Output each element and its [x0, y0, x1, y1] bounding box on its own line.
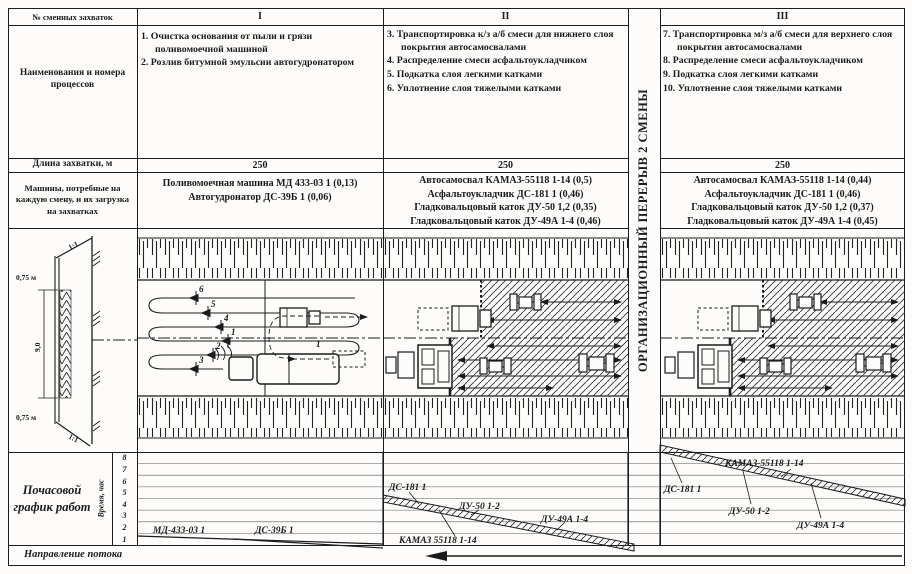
- sprinkler-truck-icon: [215, 345, 339, 384]
- schedule-axis-label: Время, час: [96, 479, 106, 518]
- schedule-axis-label-wrap: [90, 452, 112, 545]
- schedule-label: ДУ-50 1-2: [729, 507, 770, 517]
- pass-number: 4: [224, 313, 229, 323]
- arrowhead-left: [425, 551, 447, 561]
- schedule-label: ДУ-49А 1-4: [541, 515, 589, 525]
- dump-truck-ghost-icon: [418, 308, 448, 330]
- dump-truck-icon: [732, 306, 771, 331]
- machines-col1: [139, 177, 381, 204]
- slope-bottom-label: 1:1: [67, 431, 81, 445]
- schedule-label: ДС-181 1: [664, 485, 702, 495]
- schedule-label: КАМАЗ 55118 1-14: [399, 536, 477, 546]
- schedule-label: ДУ-49А 1-4: [797, 521, 845, 531]
- process-item: 4. Распределение смеси асфальтоукладчиком: [387, 55, 587, 67]
- schedule-label: ДС-181 1: [389, 483, 427, 493]
- processes-col1: [141, 31, 379, 71]
- machine-line: Гладковальцовый каток ДУ-50 1,2 (0,35): [414, 202, 597, 213]
- distributor-truck-icon: [280, 308, 320, 327]
- pass-number: 5: [211, 299, 216, 309]
- plan-section-3: [660, 228, 905, 452]
- grid-hline-r1b: [660, 25, 905, 26]
- hour-tick: 5: [122, 488, 127, 498]
- paver-icon: [665, 345, 732, 388]
- machines-row-label: Машины, потребные на каждую смену, и их загрузка на захватках: [15, 182, 130, 216]
- length-col2: 250: [498, 159, 513, 171]
- header-col-3: III: [776, 11, 789, 22]
- process-item: 1. Очистка основания от пыли и грязи поливомоечной машиной: [141, 31, 313, 55]
- schedule-label: ДС-39Б 1: [255, 526, 294, 536]
- machines-col2: [385, 174, 626, 228]
- dump-truck-icon: [452, 306, 491, 331]
- length-row-label: Длина захватки, м: [32, 159, 113, 170]
- machine-line: Автосамосвал КАМАЗ-55118 1-14 (0,44): [693, 175, 872, 186]
- header-col-2: II: [501, 11, 510, 22]
- processes-col2: [387, 29, 625, 97]
- slope-top-label: 1:1: [66, 239, 80, 252]
- hour-tick: 1: [122, 534, 127, 544]
- hour-tick: 2: [122, 523, 127, 533]
- road-cross-section: [8, 228, 137, 452]
- dim-top-label: 0,75 м: [16, 273, 37, 282]
- hour-tick: 7: [122, 464, 127, 474]
- processes-row-label: Наименования и номера процессов: [19, 68, 126, 90]
- pass-number: 2: [216, 341, 221, 351]
- paver-icon: [386, 345, 452, 388]
- grid-hline-r1a: [8, 25, 628, 26]
- schedule-label: МД-433-03 1: [153, 526, 206, 536]
- machine-line: Асфальтоукладчик ДС-181 1 (0,46): [427, 188, 584, 200]
- header-row-label: № сменных захваток: [32, 11, 113, 22]
- schedule-label: ДУ-50 1-2: [459, 502, 500, 512]
- pavement-structure-strip: [60, 290, 71, 398]
- processes-col3: [663, 29, 903, 97]
- hour-tick: 3: [122, 511, 127, 521]
- hour-tick: 4: [122, 499, 127, 509]
- flow-direction-arrow: [420, 547, 905, 563]
- process-item: 2. Розлив битумной эмульсии автогудронатором: [141, 57, 355, 69]
- process-item: 10. Уплотнение слоя тяжелыми катками: [663, 82, 843, 94]
- machine-line: Гладковальцовый каток ДУ-49А 1-4 (0,45): [687, 215, 878, 227]
- dump-truck-ghost-icon: [698, 308, 728, 330]
- shoulder-hatch-bottom: [137, 398, 383, 437]
- shoulder-hatch-bottom: [660, 398, 905, 437]
- organizational-break-band: [628, 8, 660, 452]
- pass-number: 1: [316, 339, 321, 349]
- process-item: 7. Транспортировка м/з а/б смеси для верхнего слоя покрытия автосамосвалами: [663, 29, 893, 53]
- schedule-row-label: Почасовой график работ: [13, 482, 91, 514]
- dim-bottom-label: 0,75 м: [16, 413, 37, 422]
- length-col3: 250: [775, 159, 790, 171]
- flow-direction-label: Направление потока: [24, 549, 123, 560]
- asphalt-strip-top: [763, 280, 905, 338]
- schedule-hours-axis: [112, 452, 137, 545]
- machine-line: Асфальтоукладчик ДС-181 1 (0,46): [704, 188, 861, 200]
- pass-number: 6: [199, 284, 204, 294]
- pass-number: 1: [231, 327, 236, 337]
- process-item: 6. Уплотнение слоя тяжелыми катками: [387, 82, 562, 94]
- shoulder-hatch-top: [137, 239, 383, 278]
- pass-number: 3: [199, 355, 204, 365]
- machine-line: Автосамосвал КАМАЗ-55118 1-14 (0,5): [419, 175, 592, 186]
- organizational-break-label: ОРГАНИЗАЦИОННЫЙ ПЕРЕРЫВ 2 СМЕНЫ: [636, 88, 651, 372]
- dim-width-label: 9,0: [33, 342, 42, 352]
- header-col-1: I: [258, 11, 262, 22]
- shoulder-hatch-top: [383, 239, 628, 278]
- length-col1: 250: [252, 159, 268, 171]
- hour-tick: 6: [122, 476, 127, 486]
- machine-line: Поливомоечная машина МД 433-03 1 (0,13): [162, 178, 358, 189]
- machine-line: Гладковальцовый каток ДУ-50 1,2 (0,37): [691, 202, 874, 213]
- shoulder-hatch-top: [660, 239, 905, 278]
- process-item: 5. Подкатка слоя легкими катками: [387, 69, 543, 81]
- soil-hatch-ticks: [93, 251, 100, 431]
- pass-arrows: [190, 291, 230, 376]
- plan-section-1: [137, 228, 383, 452]
- schedule-chart: [137, 452, 905, 545]
- process-item: 3. Транспортировка к/з а/б смеси для нижнего слоя покрытия автосамосвалами: [387, 29, 614, 53]
- process-item: 8. Распределение смеси асфальтоукладчиком: [663, 55, 863, 67]
- process-item: 9. Подкатка слоя легкими катками: [663, 69, 819, 81]
- shoulder-hatch-bottom: [383, 398, 628, 437]
- roller-icon: [856, 354, 891, 372]
- hour-tick: 8: [122, 453, 127, 463]
- plan-section-2: [383, 228, 628, 452]
- machines-col3: [662, 174, 903, 228]
- asphalt-strip-top: [481, 280, 628, 338]
- roller-icon: [579, 354, 614, 372]
- schedule-label: КАМАЗ-55118 1-14: [725, 459, 804, 469]
- machine-line: Автогудронатор ДС-39Б 1 (0,06): [188, 191, 332, 203]
- machine-line: Гладковальцовый каток ДУ-49А 1-4 (0,46): [410, 215, 601, 227]
